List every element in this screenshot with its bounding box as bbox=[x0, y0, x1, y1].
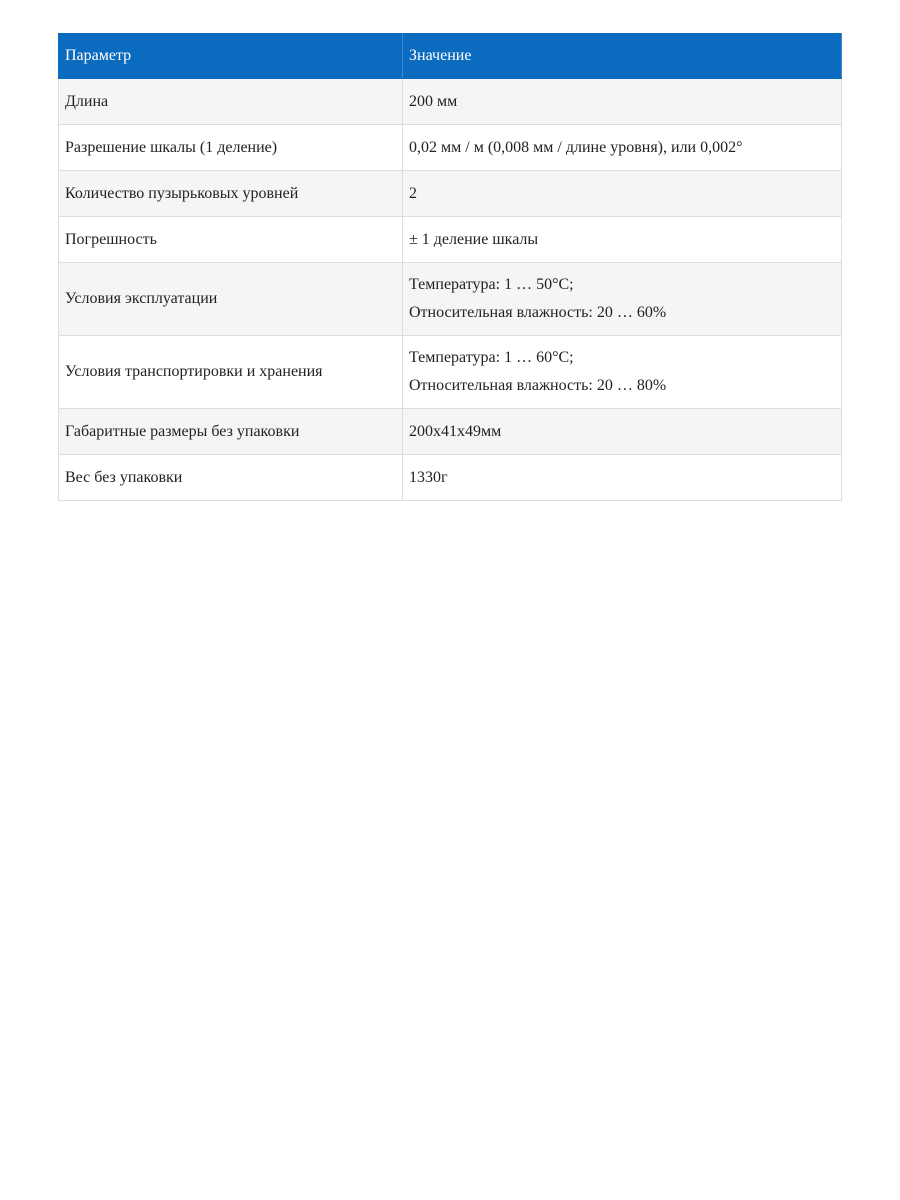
value-line: 0,02 мм / м (0,008 мм / длине уровня), или 0,002° bbox=[409, 138, 743, 156]
value-line: Относительная влажность: 20 … 60% bbox=[409, 304, 667, 321]
table-body bbox=[59, 79, 842, 501]
value-line: Относительная влажность: 20 … 80% bbox=[409, 377, 667, 394]
header-row bbox=[59, 34, 842, 79]
table-row bbox=[59, 455, 842, 501]
value-line: Температура: 1 … 50°C; bbox=[409, 276, 574, 293]
value-line: 200x41x49мм bbox=[409, 422, 502, 440]
value-line: 200 мм bbox=[409, 92, 458, 110]
param-cell: Габаритные размеры без упаковки bbox=[59, 409, 403, 455]
header-value: Значение bbox=[403, 34, 842, 79]
table-row bbox=[59, 217, 842, 263]
value-cell bbox=[403, 409, 842, 455]
value-cell bbox=[403, 79, 842, 125]
param-cell: Условия эксплуатации bbox=[59, 263, 403, 336]
value-cell bbox=[403, 171, 842, 217]
value-line: 2 bbox=[409, 184, 417, 202]
value-cell bbox=[403, 263, 842, 336]
param-cell: Погрешность bbox=[59, 217, 403, 263]
table-header bbox=[59, 34, 842, 79]
table-row bbox=[59, 409, 842, 455]
param-cell: Вес без упаковки bbox=[59, 455, 403, 501]
param-cell: Длина bbox=[59, 79, 403, 125]
value-line: 1330г bbox=[409, 468, 448, 486]
header-parameter: Параметр bbox=[59, 34, 403, 79]
value-line: ± 1 деление шкалы bbox=[409, 230, 539, 248]
table-row bbox=[59, 125, 842, 171]
table-row bbox=[59, 336, 842, 409]
value-cell bbox=[403, 455, 842, 501]
value-cell bbox=[403, 125, 842, 171]
value-cell bbox=[403, 217, 842, 263]
value-cell bbox=[403, 336, 842, 409]
spec-table bbox=[58, 33, 842, 501]
value-line: Температура: 1 … 60°C; bbox=[409, 349, 574, 366]
table-row bbox=[59, 263, 842, 336]
param-cell: Количество пузырьковых уровней bbox=[59, 171, 403, 217]
table-row bbox=[59, 79, 842, 125]
param-cell: Разрешение шкалы (1 деление) bbox=[59, 125, 403, 171]
param-cell: Условия транспортировки и хранения bbox=[59, 336, 403, 409]
table-row bbox=[59, 171, 842, 217]
